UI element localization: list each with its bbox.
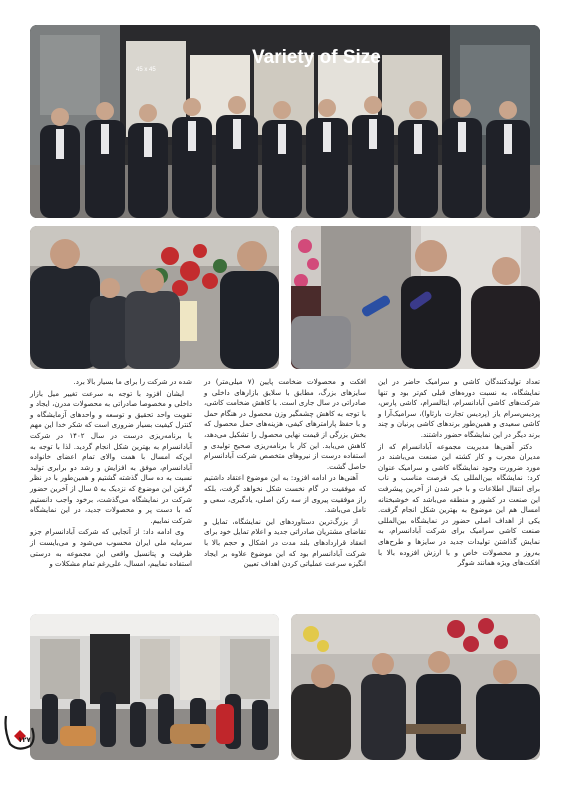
group-photo-banner [30, 25, 540, 218]
paragraph: آهنی‌ها در ادامه افزود: به این موضوع اعتقاد داشتیم که موفقیت در گام نخست شکل نخواهد گرفت، بلکه راز موفقیت پیروی از سه رکن اصلی، یادگیری، سعی و تامل می‌باشد. [204, 473, 366, 515]
article-column-left [30, 377, 192, 571]
seated-men-photo [291, 614, 540, 760]
paragraph: وی ادامه داد: از آنجایی که شرکت آبادانسرام جزو سرمایه ملی ایران محسوب می‌شود و می‌بایست از ظرفیت و پتانسیل واقعی این مجموعه به درستی استفاده نماییم، امسال، علی‌رغم تمام مشکلات و [30, 527, 192, 569]
booth-crowd-photo [30, 614, 279, 760]
article-column-middle [204, 377, 366, 571]
paragraph: ایشان افزود با توجه به سرعت تغییر میل بازار داخلی و مخصوصا صادراتی به محصولات مدرن، ایجاد و تقویت واحد تحقیق و توسعه و واحدهای آزمایشگاه و کنترل کیفیت بسیار ضروری است که شکر خدا این مهم با برنامه‌ریزی درست در سال ۱۴۰۲ در شرکت آبادانسرام به بهترین شکل انجام گردید. لذا با توجه به این‌که امسال با همت والای تمام اعضای خانواده آبادانسرام، موفق به افزایش و رشد دو برابری تولید نسبت به ده سال گذشته گشتیم و همین‌طور با در نظر گرفتن این موضوع که نزدیک به ۵ سال از آخرین حضور شرکت در نمایشگاه می‌گذشت، برخود واجب دانستیم که با دست پر و محصولات جدید، در این نمایشگاه شرکت نماییم. [30, 388, 192, 525]
paragraph: تعداد تولیدکنندگان کاشی و سرامیک حاضر در این نمایشگاه، به نسبت دوره‌های قبلی کم‌تر بود و تنها شرکت‌های کاشی آبادانسرام، ایتالسرام، کاشی پارس، پردیس‌سرام یاز (پردیس تجارت بارثاوا)، سرامیک‌آرا و کاشی سعیدی و همین‌طور برندهای کاشی پرنیان و چند برند دیگر در این نمایشگاه حضور داشتند. [378, 377, 540, 439]
paragraph: از بزرگ‌ترین دستاوردهای این نمایشگاه، تمایل و تقاضای مشتریان صادراتی جدید و اعلام تمایل خود برای انعقاد قراردادهای بلند مدت در اشکال و حجم بالا با شرکت آبادانسرام بود که این موضوع علاوه بر ایجاد انگیزه سرعت عملیاتی کردن اهداف تعیین [204, 516, 366, 569]
flowers-photo [30, 226, 279, 369]
interview-photo [291, 226, 540, 369]
paragraph: دکتر آهنی‌ها مدیریت مجموعه آبادانسرام که از مدیران مجرب و کار کشته این صنعت می‌باشند در مورد ضرورت وجود نمایشگاه کاشی و سرامیک عنوان کرد: نمایشگاه بین‌المللی یک فرصت مناسب و ناب برای انتقال اطلاعات و با خبر شدن از آخرین پیشرفت این صنعت در کشور و منطقه می‌باشد که خوشبختانه امسال هم این موضوع به بهترین شکل انجام گرفت. یکی از اهداف اصلی حضور در نمایشگاه بین‌المللی صنعت کاشی سرامیک برای شرکت آبادانسرام، به نمایش گذاشتن تولیدات جدید در سایزها و طرح‌های به‌روز و محصولات خاص و با ارزش افزوده بالا با افکت‌های ویژه همانند شوگر [378, 441, 540, 568]
page-number: ۱۲۷ [18, 736, 31, 744]
banner-size-label: 45 x 45 [136, 67, 156, 73]
article-column-right [378, 377, 540, 570]
banner-headline: Variety of Size [252, 47, 381, 68]
paragraph: افکت و محصولات ضخامت پایین (۷ میلی‌متر) در سایزهای بزرگ، مطابق با سلایق بازارهای داخلی و صادراتی در سال جاری است. با کاهش ضخامت کاشی، با توجه به کاهش چشمگیر وزن محصول در هنگام حمل و با حفظ پارامترهای کیفی، هزینه‌های حمل محصول که بخش بزرگی از قیمت نهایی محصول را تشکیل می‌دهد، کاهش می‌یابد. این کار با برنامه‌ریزی صحیح تولیدی و استفاده درست از نیروهای متخصص شرکت آبادانسرام حاصل گشت. [204, 377, 366, 471]
paragraph: شده در شرکت را برای ما بسیار بالا برد. [73, 377, 192, 386]
page-number-badge [2, 710, 36, 750]
